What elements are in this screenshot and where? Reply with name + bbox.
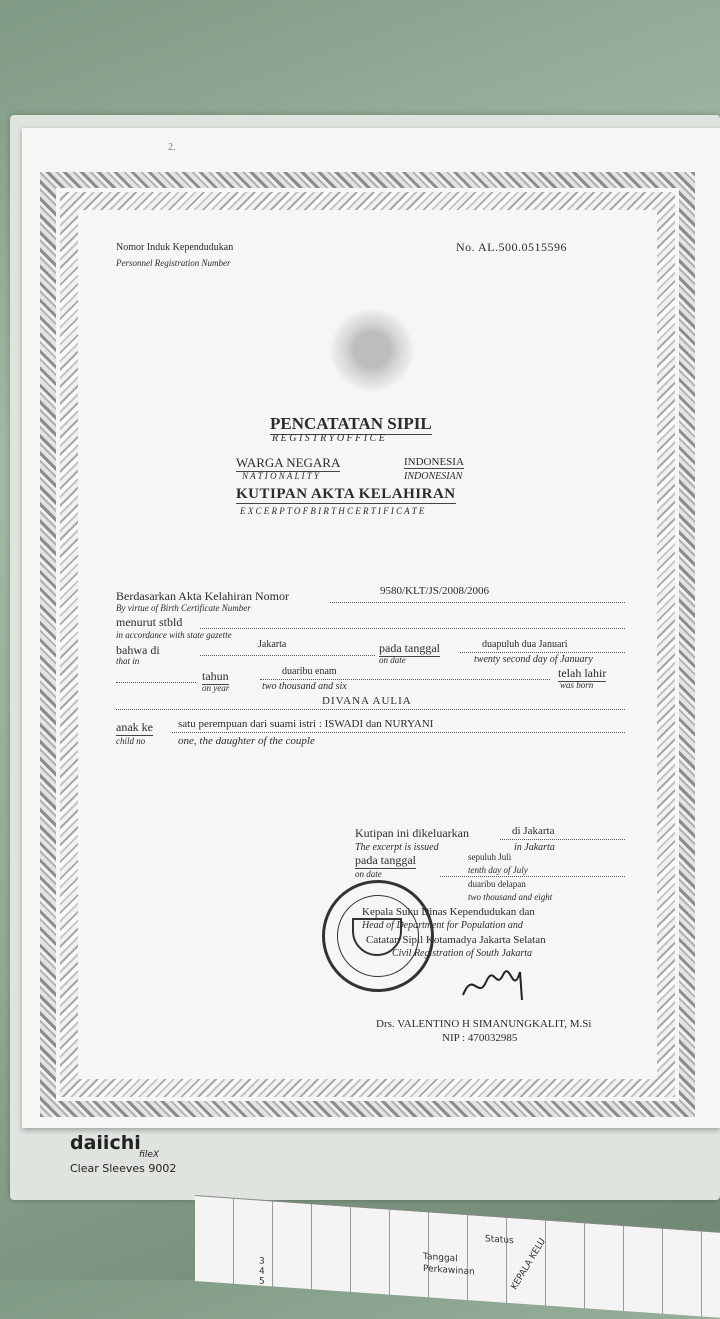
birth-cert-number-label-en: By virtue of Birth Certificate Number [116, 603, 251, 613]
page-number: 2. [168, 142, 176, 153]
issued-date-2-en: two thousand and eight [468, 892, 553, 902]
birth-cert-number-label: Berdasarkan Akta Kelahiran Nomor [116, 589, 289, 603]
place-label-en: that in [116, 656, 140, 666]
child-order-value-en: one, the daughter of the couple [178, 735, 315, 747]
official-title-2-en: Civil Registration of South Jakarta [392, 948, 532, 959]
document-title: KUTIPAN AKTA KELAHIRAN [236, 486, 456, 502]
child-order-value: satu perempuan dari suami istri : ISWADI dan NURYANI [178, 718, 434, 730]
date-label-en: on date [379, 655, 406, 665]
sheet-num: 3 [259, 1256, 265, 1267]
embossed-seal [330, 308, 414, 392]
document-title-en: E X C E R P T O F B I R T H C E R T I F I C A T E [240, 506, 425, 516]
issued-date-2: duaribu delapan [468, 879, 526, 889]
office-title: PENCATATAN SIPIL [270, 414, 432, 433]
child-order-label: anak ke [116, 720, 153, 734]
nationality-label-en: N A T I O N A L I T Y [242, 471, 319, 481]
place-label: bahwa di [116, 643, 160, 657]
dotted-line [440, 876, 625, 877]
gazette-label: menurut stbld [116, 615, 183, 629]
nationality-label: WARGA NEGARA [236, 455, 341, 470]
issued-label-en: The excerpt is issued [355, 842, 439, 853]
sheet-cell: Status [485, 1234, 514, 1247]
issued-date-1: sepuluh Juli [468, 852, 512, 862]
office-title-en: R E G I S T R Y O F F I C E [272, 433, 385, 444]
dotted-line [330, 602, 625, 603]
issued-date-label: pada tanggal [355, 853, 416, 867]
nik-label: Nomor Induk Kependudukan [116, 242, 234, 253]
signature [458, 960, 548, 1005]
year-label: tahun [202, 669, 229, 683]
issued-place-en: in Jakarta [514, 842, 555, 853]
year-label-en: on year [202, 683, 230, 693]
dotted-line [200, 655, 375, 656]
date-label: pada tanggal [379, 641, 440, 655]
official-nip: NIP : 470032985 [442, 1032, 518, 1044]
sheet-cell: Tanggal [423, 1251, 458, 1265]
birth-cert-number: 9580/KLT/JS/2008/2006 [380, 585, 489, 597]
birth-place: Jakarta [258, 639, 287, 650]
issued-date-label-en: on date [355, 869, 382, 879]
sheet-cell: Perkawinan [423, 1263, 475, 1278]
issued-place: di Jakarta [512, 825, 555, 837]
nik-label-en: Personnel Registration Number [116, 258, 231, 268]
issued-date-1-en: tenth day of July [468, 865, 528, 875]
official-title-1: Kepala Suku Dinas Kependudukan dan [362, 906, 535, 918]
sheet-num: 5 [259, 1276, 265, 1287]
nationality-value: INDONESIA [404, 456, 464, 468]
child-order-label-en: child no [116, 736, 146, 746]
brand-sub: fileX [139, 1150, 160, 1160]
sheet-cell: KEPALA KELU [509, 1236, 549, 1292]
born-label: telah lahir [558, 666, 607, 680]
brand-product: Clear Sleeves 9002 [70, 1162, 177, 1175]
gazette-label-en: in accordance with state gazette [116, 630, 232, 640]
child-name: DIVANA AULIA [322, 695, 412, 707]
brand-logo: daiichi [70, 1132, 141, 1154]
birth-date-en: twenty second day of January [474, 654, 593, 665]
issued-label: Kutipan ini dikeluarkan [355, 826, 469, 840]
sheet-num: 4 [259, 1266, 265, 1277]
dotted-line [116, 709, 625, 710]
dotted-line [200, 628, 625, 629]
official-name: Drs. VALENTINO H SIMANUNGKALIT, M.Si [376, 1018, 592, 1030]
birth-year: duaribu enam [282, 666, 337, 677]
serial-number: No. AL.500.0515596 [456, 240, 567, 254]
sleeve-brand [70, 1132, 176, 1175]
nationality-value-en: INDONESIAN [404, 471, 463, 482]
form-sheet-below [195, 1195, 720, 1318]
dotted-line [172, 732, 625, 733]
dotted-line [460, 652, 625, 653]
dotted-line [116, 682, 196, 683]
official-title-2: Catatan Sipil Kotamadya Jakarta Selatan [366, 934, 546, 946]
dotted-line [260, 679, 550, 680]
dotted-line [500, 839, 625, 840]
official-title-1-en: Head of Department for Population and [362, 920, 523, 931]
born-label-en: was born [560, 680, 594, 690]
birth-year-en: two thousand and six [262, 681, 347, 692]
birth-date: duapuluh dua Januari [482, 639, 568, 650]
